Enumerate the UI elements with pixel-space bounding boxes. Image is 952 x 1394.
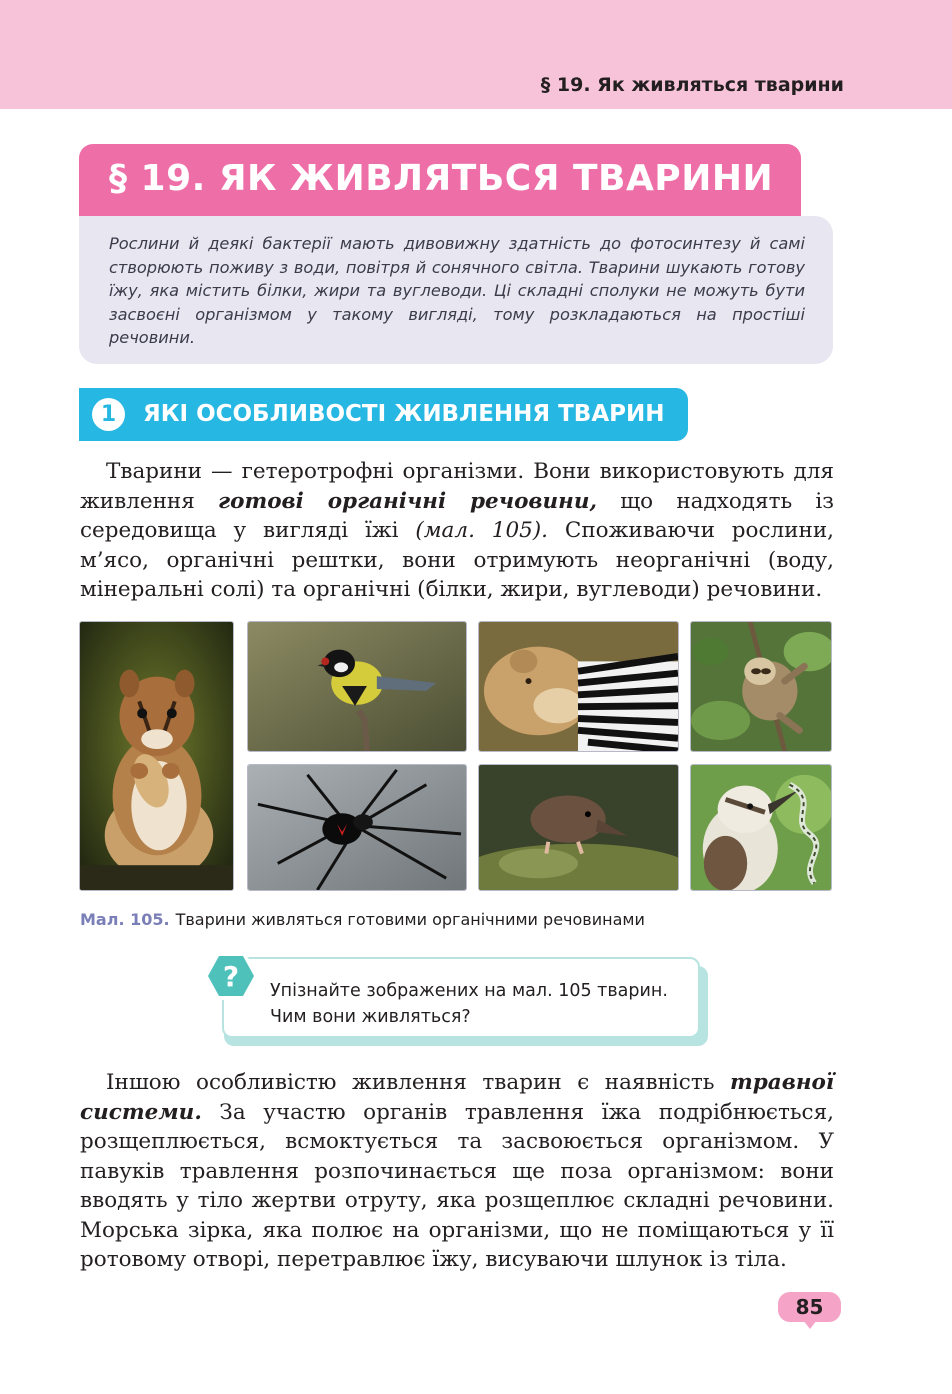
figure-caption	[80, 910, 645, 929]
question-box	[222, 957, 700, 1038]
photo-chipmunk	[79, 621, 234, 891]
intro-text: Рослини й деякі бактерії мають дивовижну здатність до фотосинтезу й самі створюють поживу з води, повітря й сонячного світла. Тварини шукають готову їжу, яка містить білки, жири та вуглеводи. Ці складні сполуки не можуть бути засвоєні організмом у такому вигляді, тому розкладаються на простіші речовини.	[109, 234, 805, 347]
page-number-tip	[803, 1320, 817, 1329]
paragraph-2	[80, 1068, 834, 1275]
question-line-2: Чим вони живляться?	[270, 1007, 471, 1027]
paragraph-2-bold: травної системи.	[80, 1070, 834, 1125]
photo-shrew	[478, 764, 679, 891]
photo-lioness-zebra	[478, 621, 679, 752]
intro-box	[79, 216, 833, 364]
section-title: ЯКІ ОСОБЛИВОСТІ ЖИВЛЕННЯ ТВАРИН	[143, 401, 665, 427]
figure-label: Мал. 105.	[80, 910, 170, 929]
photo-black-widow-spider	[247, 764, 467, 891]
question-line-1: Упізнайте зображених на мал. 105 тварин.	[270, 981, 668, 1001]
title-banner	[79, 144, 801, 216]
paragraph-2-text-end: За участю органів травлення їжа подрібнюється, розщеплюється, всмоктується та засвоюється організмом. У павуків травлення розпочинається ще поза організмом: вони вводять у тіло жертви отруту, яка розщеплює складні речовини. Морська зірка, яка полює на організми, що не поміщаються у її ротовому отворі, перетравлює їжу, висуваючи шлунок із тіла.	[80, 1099, 834, 1272]
paragraph-1-text-middle: що надходять із середовища у вигляді їжі	[80, 488, 834, 543]
page-title: § 19. ЯК ЖИВЛЯТЬСЯ ТВАРИНИ	[109, 158, 774, 199]
section-number-badge: 1	[92, 398, 125, 431]
paragraph-2-text: Іншою особливістю живлення тварин є наявність	[106, 1070, 730, 1095]
paragraph-1	[80, 457, 834, 605]
question-mark-glyph: ?	[222, 960, 240, 993]
photo-kookaburra-snake	[690, 764, 832, 891]
photo-great-tit	[247, 621, 467, 752]
page-number: 85	[778, 1292, 841, 1322]
figure-reference: (мал. 105).	[415, 518, 549, 543]
question-text	[270, 978, 668, 1030]
paragraph-1-bold: готові органічні речовини,	[218, 488, 597, 514]
paragraph-1-text: Тварини — гетеротрофні організми. Вони використовують для живлення	[80, 459, 834, 514]
figure-caption-text: Тварини живляться готовими органічними речовинами	[175, 910, 645, 929]
section-header	[79, 388, 688, 441]
question-mark-icon	[203, 950, 259, 1002]
running-head: § 19. Як живляться тварини	[540, 74, 844, 96]
photo-sloth	[690, 621, 832, 752]
paragraph-1-text-end: Споживаючи рослини, м’ясо, органічні рештки, вони отримують неорганічні (воду, мінеральні солі) та органічні (білки, жири, вуглеводи) речовини.	[80, 518, 835, 602]
